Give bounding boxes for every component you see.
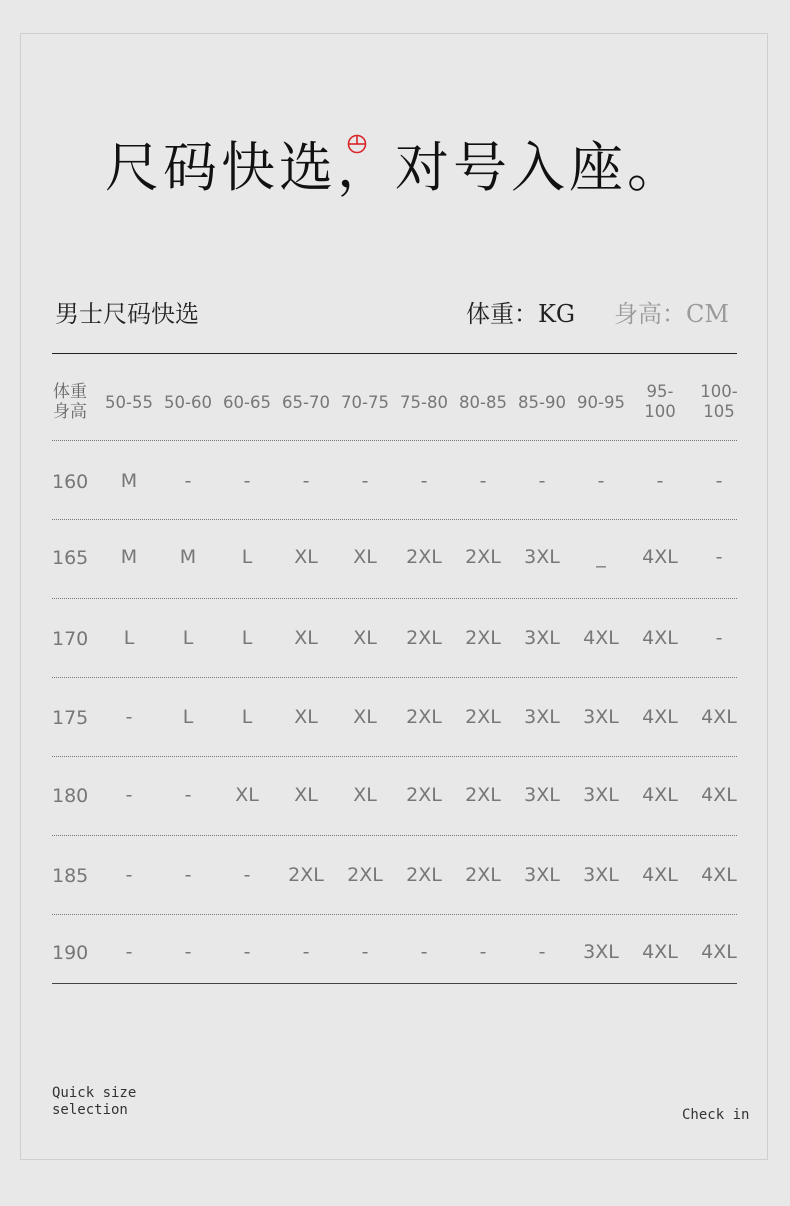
- row-divider: [52, 677, 737, 678]
- size-cell: 2XL: [406, 627, 442, 649]
- size-cell: 3XL: [524, 627, 560, 649]
- size-cell: -: [597, 470, 605, 492]
- size-cell: 3XL: [524, 864, 560, 886]
- page-title: 尺码快选，对号入座。: [105, 136, 685, 199]
- size-cell: 3XL: [524, 546, 560, 568]
- size-cell: -: [715, 546, 723, 568]
- size-cell: XL: [294, 784, 318, 806]
- size-cell: 2XL: [465, 706, 501, 728]
- size-cell: -: [656, 470, 664, 492]
- corner-height-label: 身高: [53, 402, 87, 422]
- size-cell: -: [243, 864, 251, 886]
- footer-left-text: Quick size selection: [52, 1085, 137, 1118]
- weight-column-header: 70-75: [341, 393, 389, 412]
- row-divider: [52, 756, 737, 757]
- weight-column-header: 65-70: [282, 393, 330, 412]
- size-cell: 4XL: [701, 864, 737, 886]
- size-cell: 4XL: [642, 864, 678, 886]
- size-cell: 4XL: [701, 784, 737, 806]
- size-cell: 2XL: [347, 864, 383, 886]
- size-cell: 4XL: [642, 706, 678, 728]
- table-top-rule: [52, 353, 737, 354]
- footer-right-text: Check in: [682, 1107, 750, 1123]
- size-cell: -: [420, 470, 428, 492]
- weight-column-header: 60-65: [223, 393, 271, 412]
- size-cell: -: [361, 470, 369, 492]
- size-cell: M: [120, 546, 138, 568]
- height-row-label: 190: [52, 942, 89, 964]
- size-cell: XL: [353, 706, 377, 728]
- size-cell: 3XL: [524, 784, 560, 806]
- height-row-label: 160: [52, 471, 89, 493]
- height-row-label: 175: [52, 707, 89, 729]
- row-divider: [52, 440, 737, 441]
- size-cell: -: [243, 470, 251, 492]
- size-cell: L: [241, 546, 253, 568]
- height-row-label: 170: [52, 628, 89, 650]
- size-cell: -: [302, 941, 310, 963]
- size-cell: -: [479, 470, 487, 492]
- size-cell: 3XL: [583, 941, 619, 963]
- weight-column-header: 85-90: [518, 393, 566, 412]
- size-cell: 2XL: [406, 784, 442, 806]
- size-cell: 4XL: [583, 627, 619, 649]
- size-cell: 4XL: [701, 941, 737, 963]
- section-title: 男士尺码快选: [55, 300, 199, 328]
- weight-column-header: 80-85: [459, 393, 507, 412]
- size-cell: -: [125, 706, 133, 728]
- size-cell: -: [125, 941, 133, 963]
- height-unit-label: 身高：CM: [614, 300, 729, 328]
- size-cell: 2XL: [465, 784, 501, 806]
- size-cell: 4XL: [642, 546, 678, 568]
- weight-column-header: 90-95: [577, 393, 625, 412]
- size-cell: 3XL: [583, 784, 619, 806]
- corner-weight-label: 体重: [53, 382, 87, 402]
- size-cell: -: [243, 941, 251, 963]
- weight-unit-label: 体重：KG: [466, 300, 576, 328]
- size-cell: L: [123, 627, 135, 649]
- size-cell: 2XL: [465, 864, 501, 886]
- table-bottom-rule: [52, 983, 737, 984]
- size-cell: M: [120, 470, 138, 492]
- size-cell: M: [179, 546, 197, 568]
- stamp-icon: [347, 134, 367, 154]
- size-cell: XL: [353, 546, 377, 568]
- row-divider: [52, 914, 737, 915]
- size-cell: L: [241, 627, 253, 649]
- row-divider: [52, 519, 737, 520]
- size-cell: -: [715, 470, 723, 492]
- size-cell: 2XL: [406, 546, 442, 568]
- size-cell: -: [184, 470, 192, 492]
- size-cell: L: [241, 706, 253, 728]
- size-cell: -: [479, 941, 487, 963]
- size-cell: XL: [294, 627, 318, 649]
- size-cell: L: [182, 706, 194, 728]
- size-cell: XL: [353, 627, 377, 649]
- height-row-label: 180: [52, 785, 89, 807]
- size-cell: -: [538, 470, 546, 492]
- size-cell: 2XL: [465, 627, 501, 649]
- size-cell: 4XL: [642, 784, 678, 806]
- size-cell: 2XL: [288, 864, 324, 886]
- size-cell: -: [184, 864, 192, 886]
- size-cell: L: [182, 627, 194, 649]
- size-cell: 4XL: [642, 941, 678, 963]
- page-frame: [20, 33, 768, 1160]
- size-cell: -: [125, 864, 133, 886]
- weight-column-header: 50-60: [164, 393, 212, 412]
- size-cell: 3XL: [583, 706, 619, 728]
- height-row-label: 165: [52, 547, 89, 569]
- size-cell: -: [125, 784, 133, 806]
- row-divider: [52, 598, 737, 599]
- size-cell: -: [184, 784, 192, 806]
- row-divider: [52, 835, 737, 836]
- size-cell: 2XL: [406, 864, 442, 886]
- size-cell: 3XL: [583, 864, 619, 886]
- size-cell: 4XL: [701, 706, 737, 728]
- size-cell: -: [538, 941, 546, 963]
- size-cell: 2XL: [465, 546, 501, 568]
- weight-column-header: 50-55: [105, 393, 153, 412]
- size-cell: _: [596, 546, 606, 568]
- size-cell: XL: [235, 784, 259, 806]
- weight-column-header: 100- 105: [700, 382, 738, 421]
- size-cell: -: [715, 627, 723, 649]
- height-row-label: 185: [52, 865, 89, 887]
- size-cell: -: [420, 941, 428, 963]
- size-cell: 3XL: [524, 706, 560, 728]
- weight-column-header: 75-80: [400, 393, 448, 412]
- size-cell: XL: [353, 784, 377, 806]
- size-cell: -: [361, 941, 369, 963]
- size-cell: XL: [294, 706, 318, 728]
- weight-column-header: 95- 100: [644, 382, 676, 421]
- size-cell: -: [302, 470, 310, 492]
- size-cell: -: [184, 941, 192, 963]
- size-cell: 4XL: [642, 627, 678, 649]
- size-cell: XL: [294, 546, 318, 568]
- table-corner-label: [53, 382, 87, 422]
- size-cell: 2XL: [406, 706, 442, 728]
